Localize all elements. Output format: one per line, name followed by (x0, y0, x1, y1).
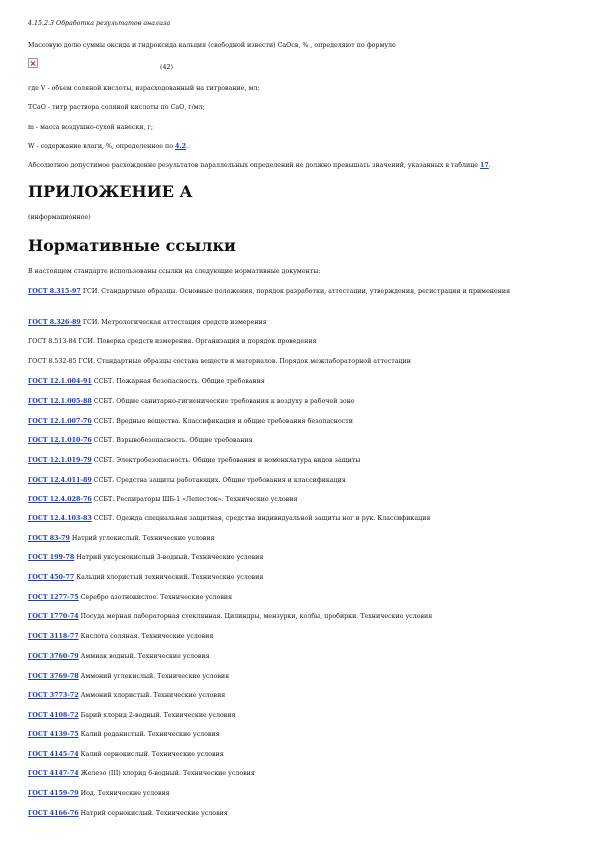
reference-item (28, 457, 576, 465)
references-title: Нормативные ссылки (28, 236, 236, 255)
reference-item (28, 653, 576, 661)
reference-title: ГОСТ 8.532-85 ГСИ. Стандартные образцы состава веществ и материалов. Порядок межлабораторной аттестации (28, 358, 411, 365)
reference-link[interactable]: ГОСТ 1770-74 (28, 613, 79, 620)
reference-item (28, 751, 576, 759)
reference-link[interactable]: ГОСТ 12.4.011-89 (28, 477, 92, 484)
definition-w-text: W - содержание влаги, %, определенное по (28, 143, 175, 150)
reference-item (28, 437, 576, 445)
reference-link[interactable]: ГОСТ 12.1.019-79 (28, 457, 92, 464)
reference-title: ССБТ. Пожарная безопасность. Общие требования (91, 378, 265, 385)
reference-title: ГОСТ 8.513-84 ГСИ. Поверка средств измерения. Организация и порядок проведения (28, 338, 317, 345)
reference-item (28, 731, 576, 739)
clause-link-4-2[interactable]: 4.2 (175, 143, 186, 150)
reference-item (28, 613, 576, 621)
reference-title: ССБТ. Респираторы ШБ-1 «Лепесток». Технические условия (91, 496, 298, 503)
reference-title: ССБТ. Электробезопасность. Общие требования и номенклатура видов защиты (91, 457, 361, 464)
reference-item (28, 574, 576, 582)
reference-title: Натрий сернокислый. Технические условия (78, 810, 228, 817)
section-title: 4.15.2.3 Обработка результатов анализа (28, 20, 171, 27)
reference-link[interactable]: ГОСТ 12.1.010-76 (28, 437, 92, 444)
reference-title: Аммоний углекислый. Технические условия (78, 673, 230, 680)
reference-item (28, 633, 576, 641)
reference-item (28, 398, 576, 406)
reference-link[interactable]: ГОСТ 3769-78 (28, 673, 79, 680)
reference-link[interactable]: ГОСТ 12.1.005-88 (28, 398, 92, 405)
definition-m: m - масса воздушно-сухой навески, г; (28, 124, 153, 131)
reference-link[interactable]: ГОСТ 4108-72 (28, 712, 79, 719)
reference-link[interactable]: ГОСТ 3773-72 (28, 692, 79, 699)
table-link-17[interactable]: 17 (480, 162, 489, 169)
reference-item (28, 496, 576, 504)
reference-item (28, 288, 576, 296)
reference-item (28, 810, 576, 818)
definition-w (28, 143, 576, 151)
reference-item (28, 378, 576, 386)
reference-link[interactable]: ГОСТ 3760-79 (28, 653, 79, 660)
reference-link[interactable]: ГОСТ 4166-76 (28, 810, 79, 817)
reference-title: Йод. Технические условия (78, 790, 170, 797)
reference-link[interactable]: ГОСТ 450-77 (28, 574, 75, 581)
reference-link[interactable]: ГОСТ 8.315-97 (28, 288, 81, 295)
references-intro: В настоящем стандарте использованы ссылки на следующие нормативные документы: (28, 268, 321, 275)
reference-item (28, 594, 576, 602)
reference-title: ССБТ. Одежда специальная защитная, средства индивидуальной защиты ног и рук. Классификация (91, 515, 431, 522)
appendix-note: (информационное) (28, 214, 91, 221)
reference-item (28, 319, 576, 327)
reference-item (28, 418, 576, 426)
reference-title: Аммиак водный. Технические условия (78, 653, 210, 660)
reference-link[interactable]: ГОСТ 4147-74 (28, 770, 79, 777)
reference-title: Посуда мерная лабораторная стеклянная. Цилиндры, мензурки, колбы, пробирки. Технические условия (78, 613, 433, 620)
reference-link[interactable]: ГОСТ 1277-75 (28, 594, 79, 601)
reference-link[interactable]: ГОСТ 12.4.028-76 (28, 496, 92, 503)
reference-link[interactable]: ГОСТ 83-79 (28, 535, 70, 542)
reference-link[interactable]: ГОСТ 4139-75 (28, 731, 79, 738)
reference-link[interactable]: ГОСТ 12.4.103-83 (28, 515, 92, 522)
reference-title: ССБТ. Вредные вещества. Классификация и общие требования безопасности (91, 418, 353, 425)
reference-title: Натрий уксуснокислый 3-водный. Технические условия (74, 554, 264, 561)
reference-item (28, 692, 576, 700)
appendix-title: ПРИЛОЖЕНИЕ А (28, 182, 193, 201)
reference-title: Натрий углекислый. Технические условия (69, 535, 215, 542)
reference-item (28, 554, 576, 562)
reference-item (28, 770, 576, 778)
reference-item (28, 338, 576, 346)
reference-link[interactable]: ГОСТ 4145-74 (28, 751, 79, 758)
reference-item (28, 358, 576, 366)
reference-item (28, 712, 576, 720)
reference-title: Аммоний хлористый. Технические условия (78, 692, 226, 699)
reference-title: Калий сернокислый. Технические условия (78, 751, 224, 758)
reference-item (28, 535, 576, 543)
reference-link[interactable]: ГОСТ 12.1.007-76 (28, 418, 92, 425)
reference-title: Серебро азотнокислое. Технические условия (78, 594, 233, 601)
tolerance-paragraph (28, 162, 576, 170)
reference-link[interactable]: ГОСТ 3118-77 (28, 633, 79, 640)
reference-title: ССБТ. Средства защиты работающих. Общие требования и классификация (91, 477, 346, 484)
tolerance-text: Абсолютное допустимое расхождение результатов параллельных определений не должно превышать значений, указанных в таблице (28, 162, 480, 169)
reference-title: Кислота соляная. Технические условия (78, 633, 214, 640)
tolerance-end: . (488, 162, 491, 169)
reference-title: ССБТ. Взрывобезопасность. Общие требования (91, 437, 253, 444)
definition-v: где V - объем соляной кислоты, израсходованный на титрование, мл; (28, 85, 260, 92)
reference-link[interactable]: ГОСТ 199-78 (28, 554, 75, 561)
reference-title: Железо (III) хлорид 6-водный. Технические условия (78, 770, 255, 777)
formula-intro: Массовую долю суммы оксида и гидроксида кальция (свободной извести) СаОсв, % , определяют по формуле (28, 42, 396, 49)
definition-t: ТСаО - титр раствора соляной кислоты по СаО, г/мл; (28, 104, 205, 111)
reference-link[interactable]: ГОСТ 12.1.004-91 (28, 378, 92, 385)
reference-item (28, 477, 576, 485)
formula-number: (42) (160, 64, 173, 71)
reference-title: Барий хлорид 2-водный. Технические условия (78, 712, 236, 719)
definition-w-end: . (185, 143, 188, 150)
reference-title: ГСИ. Стандартные образцы. Основные положения, порядок разработки, аттестации, утверждения, регистрации и применения (80, 288, 511, 295)
reference-title: ССБТ. Общие санитарно-гигиенические требования к воздуху в рабочей зоне (91, 398, 355, 405)
reference-title: ГСИ. Метрологическая аттестация средств измерения (80, 319, 267, 326)
reference-item (28, 515, 576, 523)
reference-title: Кальций хлористый технический. Технические условия (74, 574, 264, 581)
reference-title: Калий роданистый. Технические условия (78, 731, 220, 738)
reference-item (28, 673, 576, 681)
reference-link[interactable]: ГОСТ 8.326-89 (28, 319, 81, 326)
reference-item (28, 790, 576, 798)
reference-link[interactable]: ГОСТ 4159-79 (28, 790, 79, 797)
formula-image-icon (28, 58, 38, 68)
